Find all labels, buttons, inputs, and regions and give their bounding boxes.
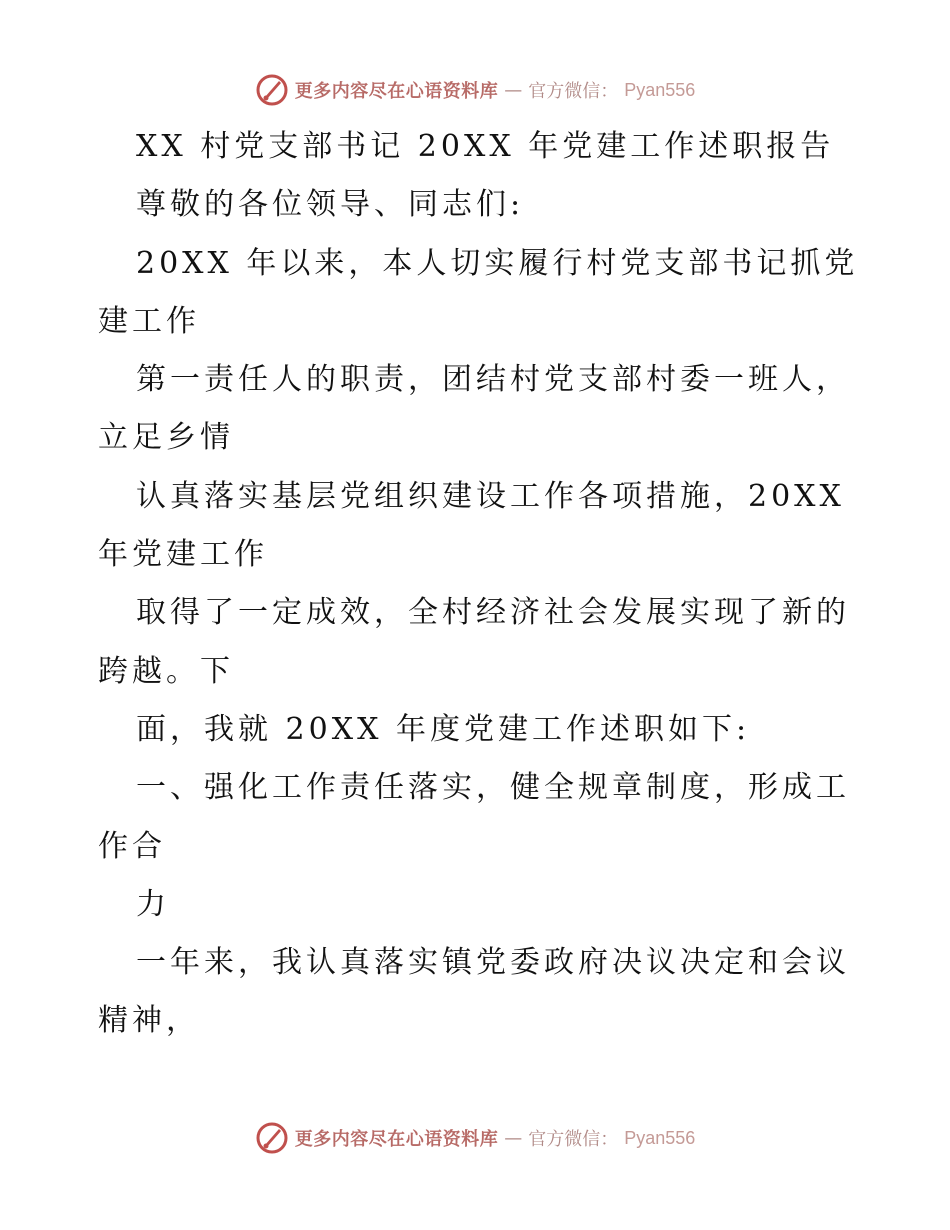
document-line: 建工作: [98, 303, 200, 339]
watermark-dash: —: [504, 79, 523, 101]
document-line: 年党建工作: [98, 537, 268, 573]
watermark-brand: 更多内容尽在心语资料库: [294, 81, 499, 102]
quill-logo-icon: [255, 1121, 289, 1155]
document-line: 面，我就 20XX 年度党建工作述职如下:: [136, 711, 751, 747]
watermark-id: Pyan556: [624, 79, 696, 100]
document-line: 一、强化工作责任落实，健全规章制度，形成工: [136, 770, 850, 806]
document-line: 力: [136, 886, 170, 922]
document-body: [98, 118, 858, 1051]
watermark-id: Pyan556: [624, 1127, 696, 1148]
document-line: 一年来，我认真落实镇党委政府决议决定和会议: [136, 945, 850, 981]
document-line: 立足乡情: [98, 420, 234, 456]
document-line: 跨越。下: [98, 653, 234, 689]
document-line: 尊敬的各位领导、同志们:: [136, 187, 525, 223]
watermark-dash: —: [504, 1127, 523, 1149]
document-line: 20XX 年以来，本人切实履行村党支部书记抓党: [136, 245, 859, 281]
document-line: 取得了一定成效，全村经济社会发展实现了新的: [136, 595, 850, 631]
document-line: 作合: [98, 828, 166, 864]
document-line: 精神，: [98, 1003, 200, 1039]
document-line: 认真落实基层党组织建设工作各项措施，20XX: [136, 478, 845, 514]
document-line: XX 村党支部书记 20XX 年党建工作述职报告: [136, 129, 835, 164]
footer-watermark: [0, 1118, 950, 1158]
watermark-brand: 更多内容尽在心语资料库: [294, 1129, 499, 1150]
quill-logo-icon: [255, 73, 289, 107]
watermark-label: 官方微信：: [528, 1129, 619, 1150]
document-line: 第一责任人的职责，团结村党支部村委一班人，: [136, 362, 850, 398]
header-watermark: [0, 70, 950, 110]
watermark-label: 官方微信：: [528, 81, 619, 102]
